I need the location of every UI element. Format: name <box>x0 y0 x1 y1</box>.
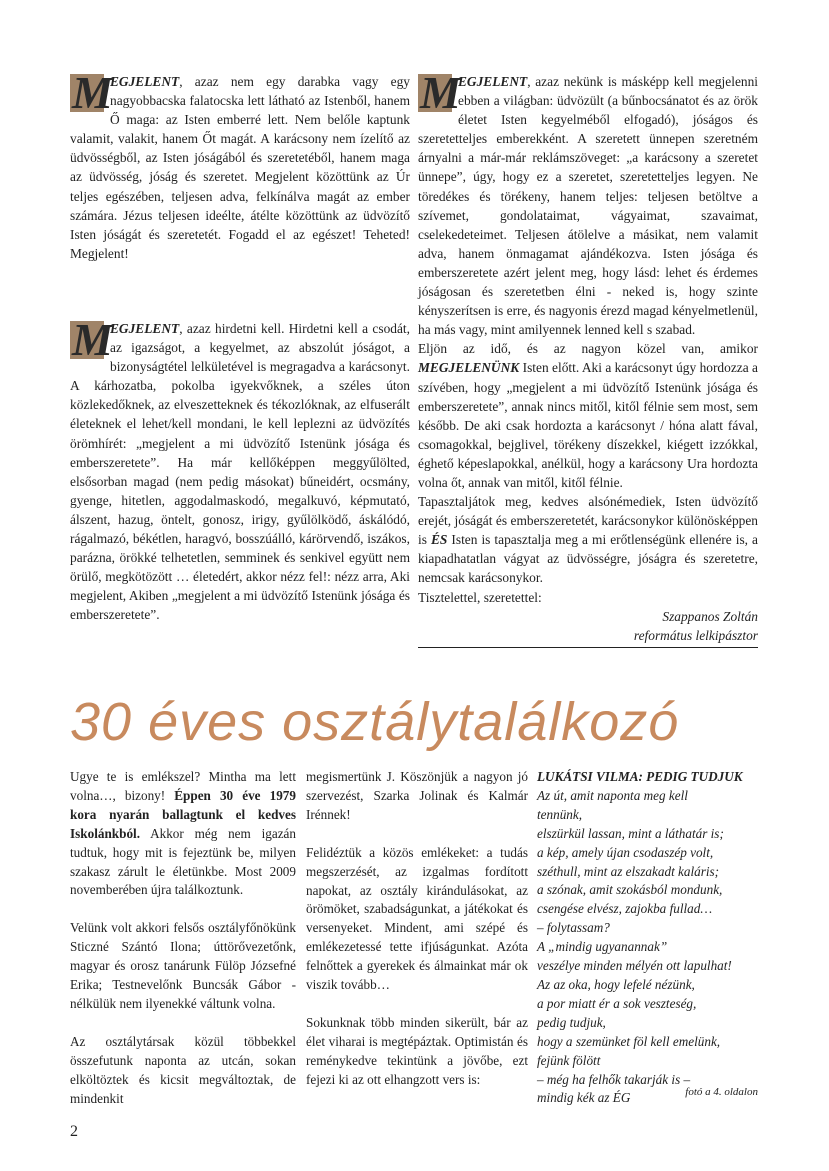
poem-line: a szónak, amit szokásból mondunk, <box>537 882 723 898</box>
poem-lines <box>537 787 765 1108</box>
article-paragraph-1: M EGJELENT, azaz nem egy darabka vagy egy nagyobbacska falatocska lett látható az Istenből, hanem Ő maga: az Isten emberré lett. Nem belőle kaptunk valamit, valakit, hanem Őt magát. A karácsony nem ízelítő az üdvösségből, az Isten jóságából és szeretetéből, hanem maga az üdvösség, jóság és szeretet. Megjelent közöttünk az Úr teljes egészében, teljesen adva, felkínálva magát az ember számára. Jézus teljesen ideélte, átélte közöttünk az üdvözítő Isten jóságát és szeretetét. Fogadd el az egészet! Teheted! Megjelent! <box>70 67 410 261</box>
signature-name: Szappanos Zoltán <box>662 608 758 624</box>
poem-line: veszélye minden mélyén ott lapulhat! <box>537 958 732 974</box>
poem-line: Az út, amit naponta meg kell <box>537 787 688 803</box>
reunion-paragraph-1: Ugye te is emlékszel? Mintha ma lett volna…, bizony! Éppen 30 éve 1979 kora nyarán ballagtunk el kedves Iskolánkból. Akkor még nem igazán tudtuk, hogy mit is fejeztünk be, milyen szakasz zárult le életünkbe. Most 2009 novemberében újra találkoztunk. <box>70 769 296 898</box>
drop-cap: M <box>420 67 461 118</box>
lead-word: EGJELENT <box>110 74 180 89</box>
drop-cap: M <box>72 313 113 365</box>
drop-cap: M <box>72 67 113 118</box>
page-number: 2 <box>70 1123 78 1140</box>
poem-line: – folytassam? <box>537 920 610 936</box>
poem-line: széthull, mint az elszakadt kaláris; <box>537 863 720 879</box>
reunion-paragraph-5: Felidéztük a közös emlékeket: a tudás megszerzését, az izgalmas fordított napokat, az osztály kirándulásokat, az örömöket, szabadságunkat, a játékokat és versenyeket. Mindent, ami szépé és emlékezetessé tette ifjúságunkat. Azóta felnőttek a gyerekek és álmainkat már ok viszik tovább… <box>306 844 528 993</box>
poem-line: – még ha felhők takarják is – <box>537 1071 691 1087</box>
poem-line: tennünk, <box>537 806 583 822</box>
right-column <box>418 67 759 648</box>
article-paragraph-3: M EGJELENT, azaz nekünk is másképp kell megjelenni ebben a világban: üdvözült (a bűnbocsánatot és az örök életet Isten kegyelméből elfogadó), jóságos és szeretetteljes emberekként. A szeretett ünnepen szeretném árnyalni a már-már reklámszöveget: „a karácsony a szeretet ünnepe”, úgy, hogy ez a szeretet, szeretetteljes legyen. Ne töredékes és törékeny, hanem teljes: teljesen betöltve a szívemet, gondolataimat, vágyaimat, szavaimat, cselekedeteimet. Teljesen átölelve a másikat, nem valamit adva, hanem önmagamat ajándékozva. Isten jósága és emberszeretete azért jelent meg, hogy lásd: lehet és érdemes jóságosan és szeretetben élni - neked is, hogy szinte kényszerítsen is erre, és nagyonis érezd magad kényelmetlenül, ha más vagy, mint amilyennek lenned kell s szabad. <box>418 67 758 338</box>
poem-line: hogy a szemünket föl kell emelünk, <box>537 1033 721 1049</box>
poem-line: a kép, amely újan csodaszép volt, <box>537 844 714 860</box>
poem-line: a por miatt ér a sok veszteség, <box>537 995 697 1011</box>
poem-line: Az az oka, hogy lefelé nézünk, <box>537 976 695 992</box>
poem <box>537 768 765 1108</box>
poem-line: A „mindig ugyanannak” <box>537 939 668 955</box>
reunion-paragraph-2: Velünk volt akkori felsős osztályfőnökünk Sticzné Szántó Ilona; úttörővezetőnk, magyar és orosz tanárunk Fülöp Józsefné Erika; Testnevelőnk Buncsák Gábor - nélkülük nem ilyenekké váltunk volna. <box>70 920 296 1011</box>
article-paragraph-4: Eljön az idő, és az nagyon közel van, amikor MEGJELENÜNK Isten előtt. Aki a karácsonyt úgy hordozza a szívében, hogy „megjelent a mi üdvözítő Istenünk jósága és emberszeretete”, annak nincs mitől, kitől félnie sem most, sem később. De aki csak hordozta a karácsonyt / hóna alatt fával, csomagokkal, bejglivel, törékeny díszekkel, kiégett izzókkal, éghető képeslapokkal, anélkül, hogy a karácsony Ura hordozta volna őt, annak van mitől, kitől félnie. <box>418 341 758 490</box>
section-headline: 30 éves osztálytalálkozó <box>70 692 680 752</box>
article-paragraph-2: M EGJELENT, azaz hirdetni kell. Hirdetni kell a csodát, az igazságot, a kegyelmet, az abszolút jóságot, a bizonyságtétel lelkületével is megragadva a karácsonyt. A kárhozatba, pokolba igyekvőknek, a széles úton közlekedőknek, az elveszetteknek és tékozlóknak, az elfuserált életeknek el lehet/kell mondani, le kell leplezni az üdvözítés örömhírét: „megjelent a mi üdvözítő Istenünk jósága és emberszeretete”. Ha már kellőképpen meggyűlölted, elsősorban magad (nem pedig másokat) bűneidért, ocsmány, gyenge, hitetlen, aggodalmaskodó, megalkuvó, képmutató, álszent, hazug, öntelt, gonosz, irigy, gyűlölködő, áskálódó, rágalmazó, békétlen, haragvó, bosszúálló, kárörvendő, iszákos, parázna, örökké telhetetlen, semminek és senkivel együtt nem örülő, megkötözött … életedért, akkor nézz fel!: nézz arra, Aki megjelent, Akiben „megjelent a mi üdvözítő Istenünk jósága és emberszeretete”. <box>70 313 410 623</box>
bottom-column-2 <box>306 768 528 1109</box>
signature-title: református lelkipásztor <box>418 626 758 648</box>
poem-line: pedig tudjuk, <box>537 1014 606 1030</box>
bottom-column-1 <box>70 768 296 1128</box>
article-paragraph-5: Tapasztaljátok meg, kedves alsónémediek, Isten üdvözítő erejét, jóságát és emberszeretetét, karácsonykor különösképpen is ÉS Isten is tapasztalja meg a mi erőtlenségünk ellenére is, a kiapadhatatlan vágyat az üdvösségre, jóságra és szeretetre, nemcsak karácsonykor. <box>418 494 759 586</box>
poem-line: csengése elvész, zajokba fullad… <box>537 901 713 917</box>
left-column <box>70 67 410 624</box>
poem-line: elszürkül lassan, mint a láthatár is; <box>537 825 724 841</box>
poem-title: LUKÁTSI VILMA: PEDIG TUDJUK <box>537 769 743 784</box>
lead-word: EGJELENT <box>458 74 528 89</box>
poem-line: fejünk fölött <box>537 1052 601 1068</box>
lead-word: EGJELENT <box>110 320 180 336</box>
reunion-paragraph-6: Sokunknak több minden sikerült, bár az élet viharai is megtépáztak. Optimistán és reménykedve tekintünk a jövőbe, ezt fejezi ki az ott elhangzott vers is: <box>306 1014 528 1087</box>
greeting: Tisztelettel, szeretettel: <box>418 589 542 605</box>
photo-note: fotó a 4. oldalon <box>685 1086 758 1098</box>
poem-line: mindig kék az ÉG <box>537 1090 631 1106</box>
reunion-paragraph-3: Az osztálytársak közül többekkel összefutunk naponta az utcán, sokan elköltöztek és kicsit megváltoztak, de mindenkit <box>70 1033 296 1106</box>
reunion-paragraph-4: megismertünk J. Köszönjük a nagyon jó szervezést, Szarka Jolinak és Kalmár Irénnek! <box>306 769 528 822</box>
